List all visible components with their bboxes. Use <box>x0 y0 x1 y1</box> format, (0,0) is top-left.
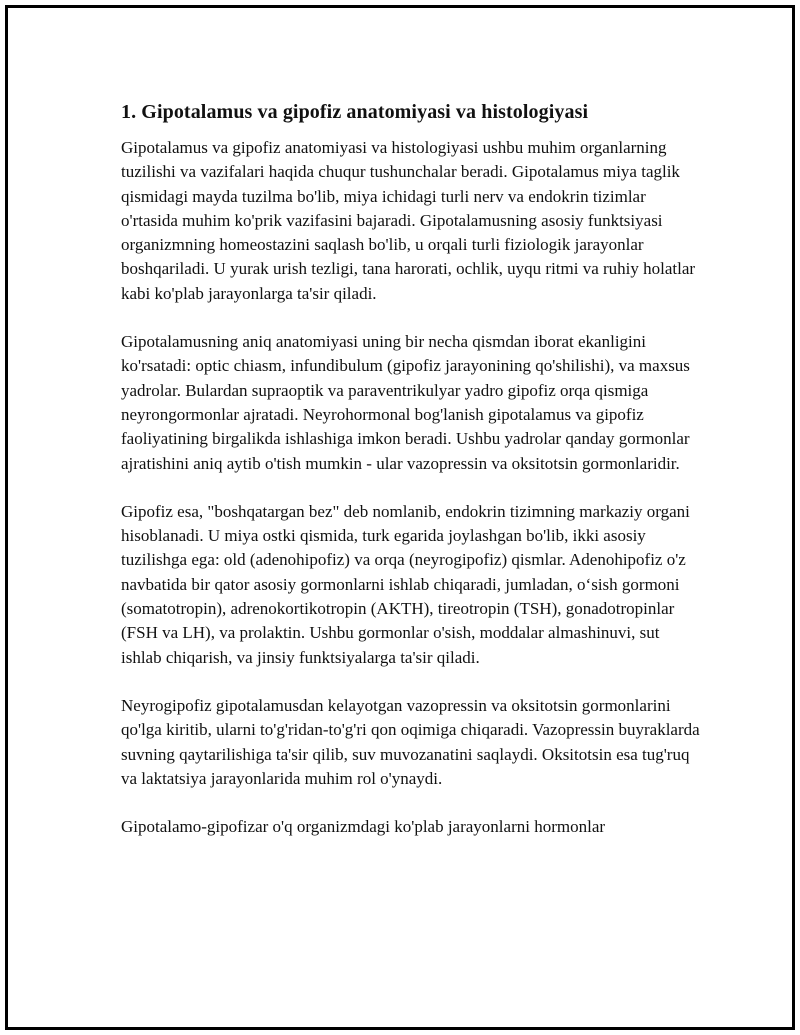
paragraph: Gipotalamus va gipofiz anatomiyasi va histologiyasi ushbu muhim organlarning tuzilishi va vazifalari haqida chuqur tushunchalar beradi. Gipotalamus miya taglik qismidagi mayda tuzilma bo'lib, miya ichidagi turli nerv va endokrin tizimlar o'rtasida muhim ko'prik vazifasini bajaradi. Gipotalamusning asosiy funktsiyasi organizmning homeostazini saqlash bo'lib, u orqali turli fiziologik jarayonlar boshqariladi. U yurak urish tezligi, tana harorati, ochlik, uyqu ritmi va ruhiy holatlar kabi ko'plab jarayonlarga ta'sir qiladi. <box>121 138 696 303</box>
document-page <box>5 5 795 1030</box>
paragraph: Gipotalamusning aniq anatomiyasi uning bir necha qismdan iborat ekanligini ko'rsatadi: optic chiasm, infundibulum (gipofiz jarayonining qo'shilishi), va maxsus yadrolar. Bulardan supraoptik va paraventrikulyar yadro gipofiz orqa qismiga neyrongormonlar ajratadi. Neyrohormonal bog'lanish gipotalamus va gipofiz faoliyatining birgalikda ishlashiga imkon beradi. Ushbu yadrolar qanday gormonlar ajratishini aniq aytib o'tish mumkin - ular vazopressin va oksitotsin gormonlaridir. <box>121 332 690 473</box>
document-content <box>121 99 701 863</box>
paragraph: Gipofiz esa, "boshqatargan bez" deb nomlanib, endokrin tizimning markaziy organi hisoblanadi. U miya ostki qismida, turk egarida joylashgan bo'lib, ikki asosiy tuzilishga ega: old (adenohipofiz) va orqa (neyrogipofiz) qismlar. Adenohipofiz o'z navbatida bir qator asosiy gormonlarni ishlab chiqaradi, jumladan, o‘sish gormoni (somatotropin), adrenokortikotropin (AKTH), tireotropin (TSH), gonadotropinlar (FSH va LH), va prolaktin. Ushbu gormonlar o'sish, moddalar almashinuvi, sut ishlab chiqarish, va jinsiy funktsiyalarga ta'sir qiladi. <box>121 501 690 667</box>
section-heading: 1. Gipotalamus va gipofiz anatomiyasi va histologiyasi <box>121 101 589 123</box>
paragraph: Neyrogipofiz gipotalamusdan kelayotgan vazopressin va oksitotsin gormonlarini qo'lga kiritib, ularni to'g'ridan-to'g'ri qon oqimiga chiqaradi. Vazopressin buyraklarda suvning qaytarilishiga ta'sir qilib, suv muvozanatini saqlaydi. Oksitotsin esa tug'ruq va laktatsiya jarayonlarida muhim rol o'ynaydi. <box>121 695 700 788</box>
paragraph: Gipotalamo-gipofizar o'q organizmdagi ko'plab jarayonlarni hormonlar <box>121 817 606 837</box>
